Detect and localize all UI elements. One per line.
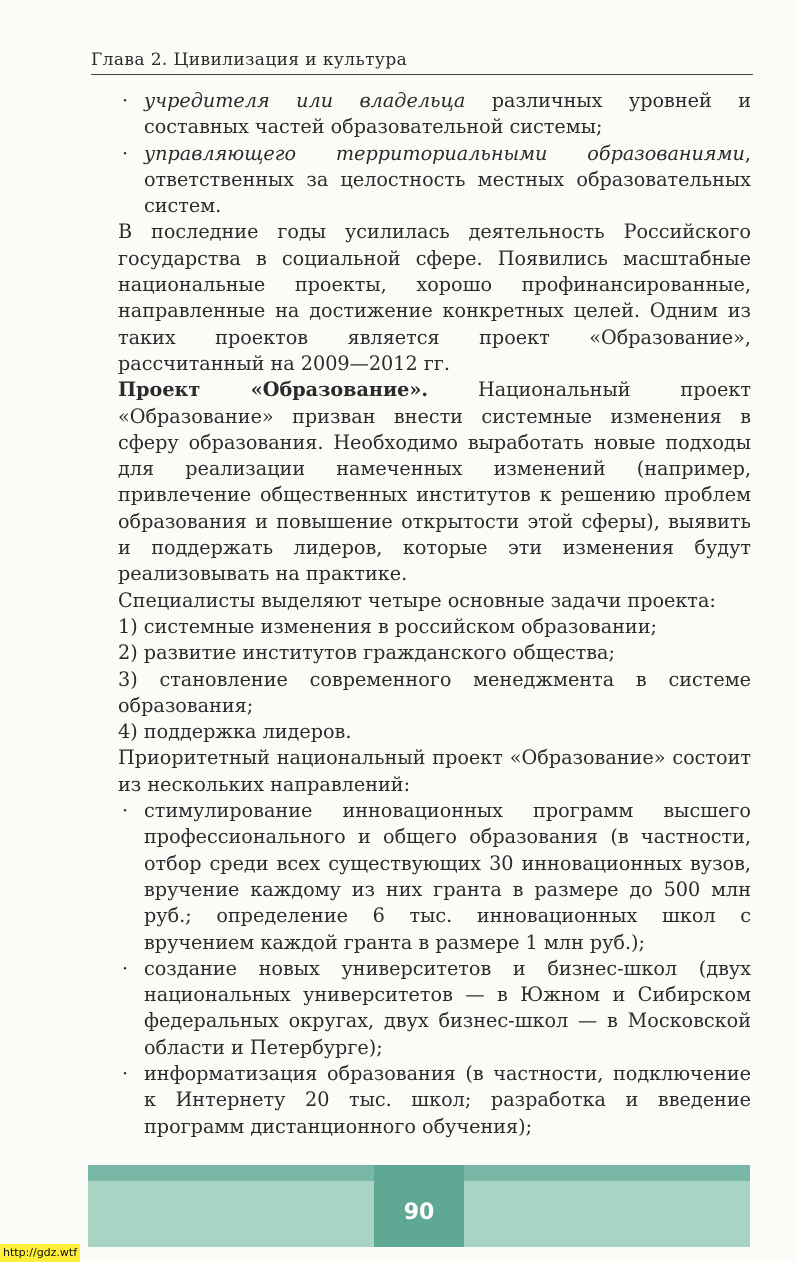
chapter-title: Глава 2. Цивилизация и культура (91, 50, 408, 70)
task-item: 3) становление современного менеджмента в системе образования; (118, 667, 751, 717)
direction-text: создание новых университетов и бизнес-школ (двух национальных университетов — в Южном и Сибирском федеральных округах, двух бизнес-школ — в Московской области и Петербурге); (144, 956, 751, 1059)
running-header (91, 50, 753, 75)
page-number-box (374, 1165, 464, 1247)
bullet-text: различных уровней и составных частей образовательной системы; (144, 89, 751, 139)
watermark-link[interactable]: http://gdz.wtf (0, 1244, 80, 1262)
paragraph-text: Национальный проект «Образование» призван внести системные изменения в сферу образования. Необходимо выработать новые подходы для реализации намеченных изменений (например, привлечение общественных институтов к решению проблем образования и повышение открытости этой сферы), выявить и поддержать лидеров, которые эти изменения будут реализовывать на практике. (118, 378, 751, 586)
direction-text: стимулирование инновационных программ высшего профессионального и общего образования (в частности, отбор среди всех существующих 30 инновационных вузов, вручение каждому из них гранта в размере до 500 млн руб.; определение 6 тыс. инновационных школ с вручением каждой гранта в размере 1 млн руб.); (144, 799, 751, 954)
bullet-dot: · (122, 89, 129, 112)
bullet-lead: управляющего территориальными образованиями (144, 141, 745, 165)
direction-item (118, 956, 751, 1061)
page-number: 90 (403, 1199, 435, 1225)
bullet-text: , ответственных за целостность местных образовательных систем. (144, 141, 751, 218)
task-item: 2) развитие институтов гражданского общества; (118, 641, 615, 665)
tasks-intro: Специалисты выделяют четыре основные задачи проекта: (118, 588, 716, 612)
bullet-dot: · (122, 141, 129, 165)
task-item: 4) поддержка лидеров. (118, 720, 352, 744)
task-item: 1) системные изменения в российском образовании; (118, 614, 657, 638)
section-heading: Проект «Образование». (118, 378, 429, 402)
page-body (118, 88, 751, 1140)
direction-text: информатизация образования (в частности, подключение к Интернету 20 тыс. школ; разработка и введение программ дистанционного обучения); (144, 1061, 751, 1138)
bullet-dot: · (122, 799, 129, 823)
directions-intro: Приоритетный национальный проект «Образование» состоит из нескольких направлений: (118, 746, 751, 796)
direction-item (118, 798, 751, 956)
bullet-lead: учредителя или владельца (144, 89, 466, 112)
bullet-item (118, 88, 751, 141)
bullet-dot: · (122, 956, 129, 980)
bullet-dot: · (122, 1061, 129, 1085)
paragraph-project (118, 377, 751, 587)
direction-item (118, 1061, 751, 1140)
bullet-item (118, 141, 751, 220)
paragraph: В последние годы усилилась деятельность Российского государства в социальной сфере. Появились масштабные национальные проекты, хорошо профинансированные, направленные на достижение конкретных целей. Одним из таких проектов является проект «Образование», рассчитанный на 2009—2012 гг. (118, 220, 751, 375)
